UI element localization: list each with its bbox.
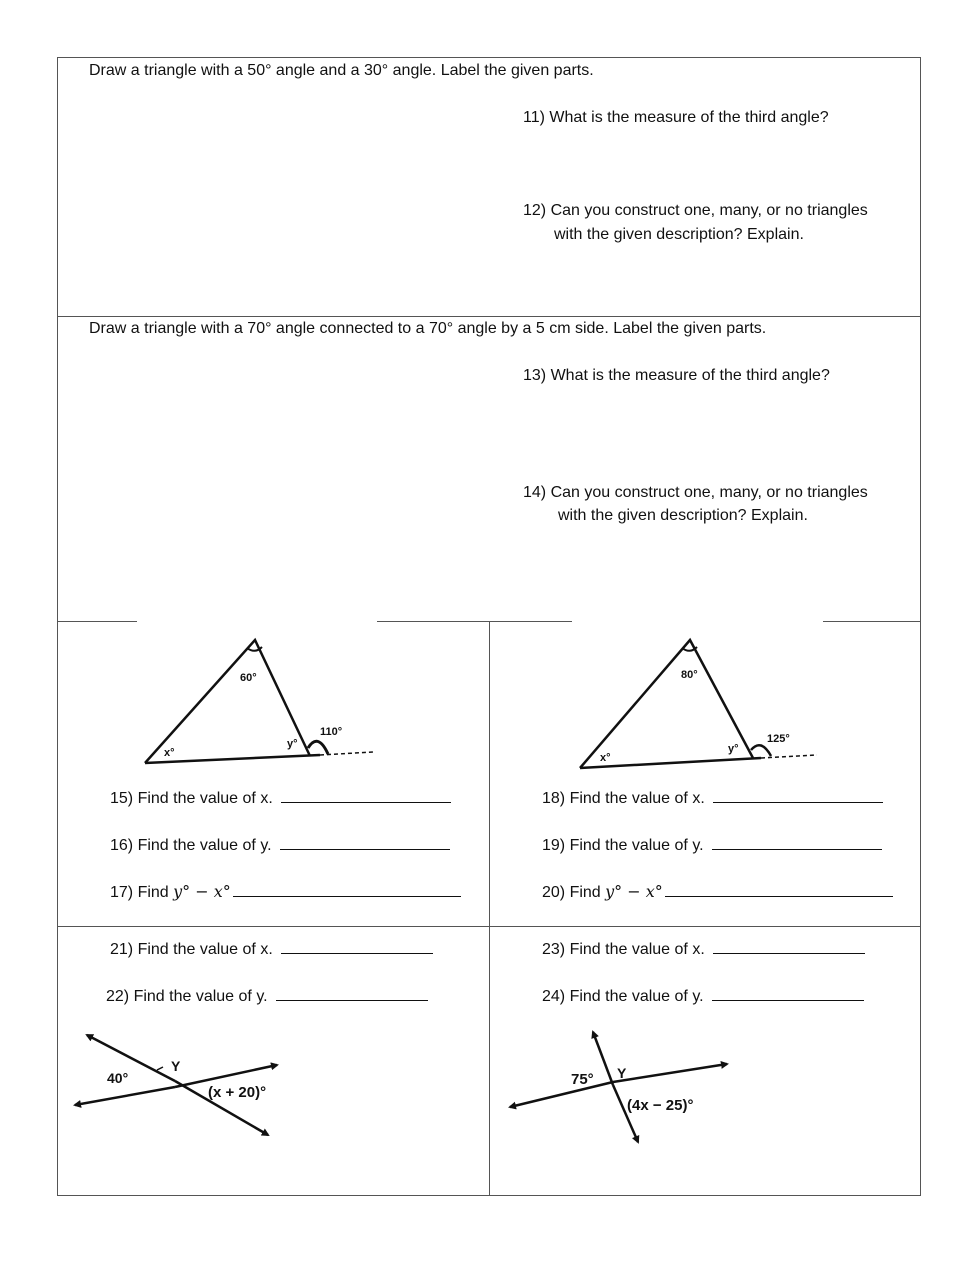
grid-row-divider — [57, 926, 921, 927]
answer-blank-21[interactable] — [281, 939, 433, 954]
question-13: 13) What is the measure of the third angle? — [523, 367, 830, 384]
answer-blank-24[interactable] — [712, 986, 864, 1001]
question-20: 20) Find y° − x° — [542, 882, 893, 903]
section-2-right-border — [920, 316, 921, 622]
section-2-prompt: Draw a triangle with a 70° angle connected to a 70° angle by a 5 cm side. Label the given parts. — [89, 320, 767, 337]
question-12-line-2: with the given description? Explain. — [554, 226, 804, 243]
question-19: 19) Find the value of y. — [542, 835, 882, 856]
answer-blank-20[interactable] — [665, 882, 893, 897]
right-angle-y-label: Y — [617, 1065, 627, 1081]
answer-blank-15[interactable] — [281, 788, 451, 803]
answer-blank-23[interactable] — [713, 939, 865, 954]
answer-blank-19[interactable] — [712, 835, 882, 850]
right-top-angle-label: 80° — [681, 669, 698, 681]
right-triangle-diagram — [565, 630, 825, 775]
divider-segment — [823, 621, 921, 622]
left-x-label: x° — [164, 747, 175, 759]
question-24: 24) Find the value of y. — [542, 986, 864, 1007]
left-angle-y-label: Y — [171, 1058, 181, 1074]
right-y-label: y° — [728, 743, 739, 755]
right-angle-expression-label: (4x − 25)° — [627, 1097, 694, 1114]
divider-segment — [377, 621, 572, 622]
left-exterior-angle-label: 110° — [320, 726, 343, 738]
section-1-box — [57, 57, 921, 317]
question-14-line-1: 14) Can you construct one, many, or no triangles — [523, 484, 868, 501]
left-given-angle-label: 40° — [107, 1070, 129, 1086]
left-intersecting-lines-diagram — [65, 1025, 295, 1140]
question-17: 17) Find y° − x° — [110, 882, 461, 903]
left-triangle-diagram — [130, 630, 390, 775]
left-angle-expression-label: (x + 20)° — [208, 1084, 267, 1101]
question-14-line-2: with the given description? Explain. — [558, 507, 808, 524]
question-23: 23) Find the value of x. — [542, 939, 865, 960]
grid-left-border — [57, 621, 58, 1196]
grid-right-border — [920, 621, 921, 1196]
question-15: 15) Find the value of x. — [110, 788, 451, 809]
answer-blank-16[interactable] — [280, 835, 450, 850]
question-16: 16) Find the value of y. — [110, 835, 450, 856]
divider-segment — [57, 621, 137, 622]
section-2-left-border — [57, 316, 58, 622]
answer-blank-22[interactable] — [276, 986, 428, 1001]
question-11: 11) What is the measure of the third angle? — [523, 109, 829, 126]
question-22: 22) Find the value of y. — [106, 986, 428, 1007]
grid-bottom-border — [57, 1195, 921, 1196]
answer-blank-18[interactable] — [713, 788, 883, 803]
question-12-line-1: 12) Can you construct one, many, or no triangles — [523, 202, 868, 219]
left-top-angle-label: 60° — [240, 672, 257, 684]
question-18: 18) Find the value of x. — [542, 788, 883, 809]
grid-middle-border — [489, 621, 490, 1196]
answer-blank-17[interactable] — [233, 882, 461, 897]
section-1-prompt: Draw a triangle with a 50° angle and a 30° angle. Label the given parts. — [89, 62, 594, 79]
question-21: 21) Find the value of x. — [110, 939, 433, 960]
right-x-label: x° — [600, 752, 611, 764]
right-given-angle-label: 75° — [571, 1071, 594, 1088]
right-exterior-angle-label: 125° — [767, 733, 790, 745]
right-intersecting-lines-diagram — [505, 1030, 745, 1147]
left-y-label: y° — [287, 738, 298, 750]
